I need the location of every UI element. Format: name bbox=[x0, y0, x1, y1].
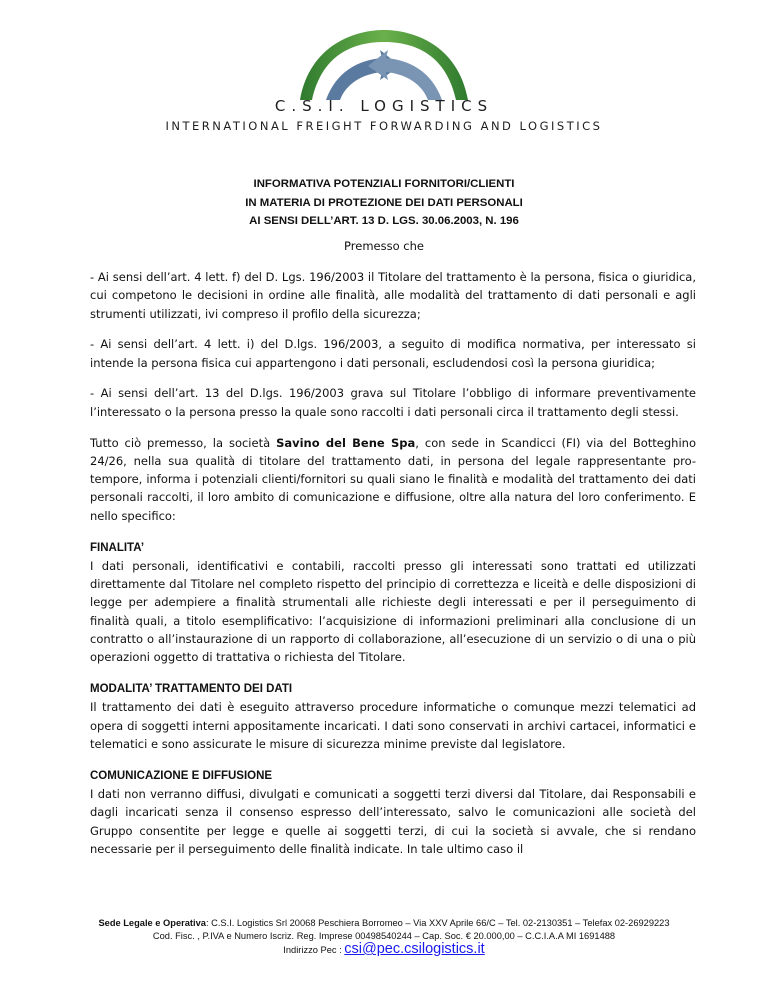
paragraph-interessato: - Ai sensi dell’art. 4 lett. i) del D.lgs. 196/2003, a seguito di modifica normativa, per interessato si intende la persona fisica cui appartengono i dati personali, escludendosi così la persona giuridica; bbox=[90, 337, 696, 370]
section-text-modalita: Il trattamento dei dati è eseguito attraverso procedure informatiche o comunque mezzi telematici ad opera di soggetti interni appositamente incaricati. I dati sono conservati in archivi cartacei, informatici e telematici e sono assicurate le misure di sicurezza minime previste dal legislatore. bbox=[90, 700, 696, 752]
section-title-finalita: FINALITA’ bbox=[90, 541, 145, 554]
document-body bbox=[90, 268, 696, 871]
heading-line-3: AI SENSI DELL’ART. 13 D. LGS. 30.06.2003, N. 196 bbox=[249, 215, 519, 227]
heading-line-1: INFORMATIVA POTENZIALI FORNITORI/CLIENTI bbox=[253, 178, 515, 190]
section-title-modalita: MODALITA’ TRATTAMENTO DEI DATI bbox=[90, 683, 293, 696]
company-name: Savino del Bene Spa bbox=[276, 435, 416, 450]
section-modalita bbox=[90, 679, 696, 753]
pec-label: Indirizzo Pec : bbox=[283, 945, 342, 955]
section-finalita bbox=[90, 538, 696, 667]
heading-line-2: IN MATERIA DI PROTEZIONE DEI DATI PERSONALI bbox=[245, 196, 523, 209]
footer-office-text: : C.S.I. Logistics Srl 20068 Peschiera Borromeo – Via XXV Aprile 66/C – Tel. 02-2130351 – Telefax 02-26929223 bbox=[205, 918, 670, 928]
premessa-rest: , con sede in Scandicci (FI) via del Botteghino 24/26, nella sua qualità di titolare del trattamento dati, in persona del legale rappresentante pro-tempore, informa i potenziali clienti/fornitori su quali siano le finalità e modalità del trattamento dei dati personali raccolti, il loro ambito di comunicazione e diffusione, oltre alla natura del loro conferimento. E nello specifico: bbox=[90, 435, 696, 523]
paragraph-titolare: - Ai sensi dell’art. 4 lett. f) del D. Lgs. 196/2003 il Titolare del trattamento è la persona, fisica o giuridica, cui competono le decisioni in ordine alle finalità, alle modalità del trattamento di dati personali e agli strumenti utilizzati, ivi compreso il profilo della sicurezza; bbox=[90, 270, 696, 321]
section-comunicazione bbox=[90, 766, 696, 858]
paragraph-premessa bbox=[90, 434, 696, 525]
footer-pec-line bbox=[0, 943, 768, 957]
page-footer bbox=[0, 917, 768, 957]
premise-line: Premesso che bbox=[344, 239, 424, 253]
logo-name: C.S.I. LOGISTICS bbox=[274, 97, 494, 115]
logo-tagline: INTERNATIONAL FREIGHT FORWARDING AND LOGISTICS bbox=[165, 119, 603, 133]
footer-line-1 bbox=[0, 917, 768, 930]
company-logo bbox=[0, 0, 768, 140]
premessa-intro: Tutto ciò premesso, la società bbox=[90, 435, 277, 450]
paragraph-obbligo: - Ai sensi dell’art. 13 del D.lgs. 196/2003 grava sul Titolare l’obbligo di informare preventivamente l’interessato o la persona presso la quale sono raccolti i dati personali circa il trattamento degli stessi. bbox=[90, 386, 696, 419]
pec-email-link[interactable]: csi@pec.csilogistics.it bbox=[344, 941, 485, 957]
footer-line-2: Cod. Fisc. , P.IVA e Numero Iscriz. Reg. Imprese 00498540244 – Cap. Soc. € 20.000,00 – C.C.I.A.A MI 1691488 bbox=[152, 930, 616, 941]
section-text-finalita: I dati personali, identificativi e contabili, raccolti presso gli interessati sono trattati ed utilizzati direttamente dal Titolare nel completo rispetto del principio di correttezza e liceità e delle disposizioni di legge per adempiere a finalità strumentali alle richieste degli interessati e per il perseguimento di finalità quali, a titolo esemplificativo: l’acquisizione di informazioni preliminari alla conclusione di un contratto o all’instaurazione di un rapporto di collaborazione, all’esecuzione di un servizio o di una o più operazioni oggetto di trattativa o richiesta del Titolare. bbox=[90, 558, 696, 665]
document-heading bbox=[0, 175, 768, 231]
section-text-comunicazione: I dati non verranno diffusi, divulgati e comunicati a soggetti terzi diversi dal Titolare, dai Responsabili e dagli incaricati senza il consenso espresso dell’interessato, salvo le comunicazioni alle società del Gruppo consentite per legge e quelle ai soggetti terzi, di cui la società si avvale, che si rendano necessarie per il perseguimento delle finalità indicate. In tale ultimo caso il bbox=[90, 787, 696, 857]
section-title-comunicazione: COMUNICAZIONE E DIFFUSIONE bbox=[90, 769, 273, 782]
footer-office-label: Sede Legale e Operativa bbox=[98, 918, 206, 928]
logo-arrows-icon bbox=[296, 26, 472, 104]
